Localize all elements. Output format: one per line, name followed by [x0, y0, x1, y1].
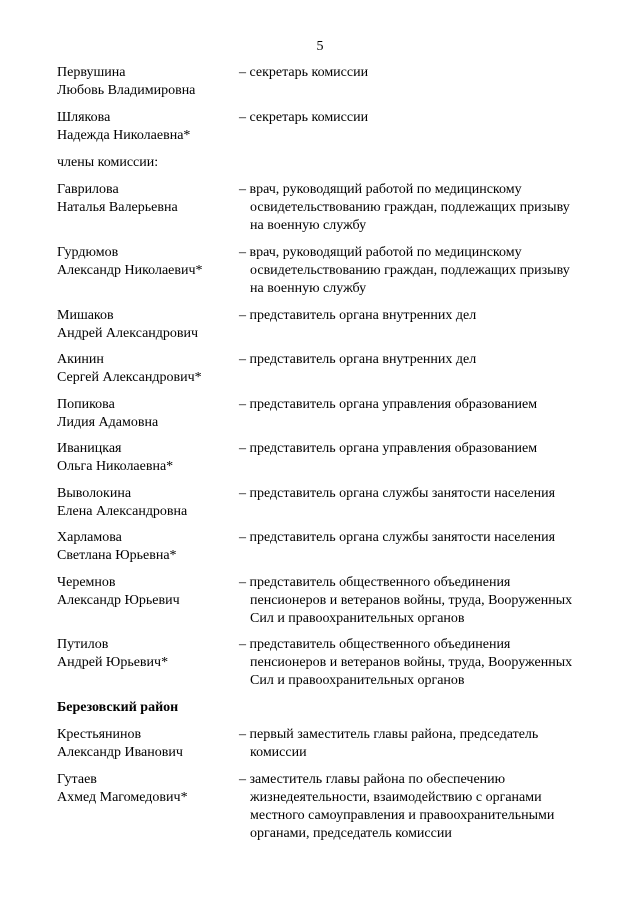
person-name — [57, 574, 237, 610]
given-names: Александр Николаевич* — [57, 263, 203, 278]
surname: Гурдюмов — [57, 245, 119, 260]
person-role — [239, 529, 599, 547]
role-line: пенсионеров и ветеранов войны, труда, Вооруженных — [250, 593, 573, 608]
person-role — [239, 181, 599, 235]
person-role — [239, 109, 599, 127]
person-role — [239, 771, 599, 843]
role-line: – представитель органа службы занятости населения — [239, 530, 556, 545]
given-names: Александр Иванович — [57, 745, 183, 760]
surname: Харламова — [57, 530, 122, 545]
surname: Иваницкая — [57, 441, 122, 456]
surname: Шлякова — [57, 110, 111, 125]
person-name — [57, 440, 237, 476]
surname: Черемнов — [57, 575, 116, 590]
person-role — [239, 726, 599, 762]
surname: Крестьянинов — [57, 727, 142, 742]
role-line: – врач, руководящий работой по медицинскому — [239, 245, 522, 260]
members-label: члены комиссии: — [57, 155, 159, 170]
given-names: Ахмед Магомедович* — [57, 790, 188, 805]
surname: Первушина — [57, 65, 126, 80]
person-name — [57, 244, 237, 280]
role-line: – представитель общественного объединения — [239, 637, 511, 652]
role-line: – секретарь комиссии — [239, 110, 369, 125]
person-role — [239, 574, 599, 628]
person-role — [239, 636, 599, 690]
role-line: местного самоуправления и правоохранительными — [250, 808, 555, 823]
person-role — [239, 485, 599, 503]
district-heading: Березовский район — [57, 700, 179, 715]
role-line: освидетельствованию граждан, подлежащих призыву — [250, 200, 570, 215]
given-names: Андрей Александрович — [57, 326, 199, 341]
role-line: пенсионеров и ветеранов войны, труда, Вооруженных — [250, 655, 573, 670]
surname: Гутаев — [57, 772, 97, 787]
surname: Попикова — [57, 397, 115, 412]
page-number: 5 — [316, 39, 324, 54]
given-names: Светлана Юрьевна* — [57, 548, 177, 563]
person-role — [239, 351, 599, 369]
surname: Гаврилова — [57, 182, 119, 197]
person-name — [57, 636, 237, 672]
given-names: Сергей Александрович* — [57, 370, 202, 385]
person-role — [239, 396, 599, 414]
given-names: Наталья Валерьевна — [57, 200, 178, 215]
given-names: Лидия Адамовна — [57, 415, 159, 430]
surname: Акинин — [57, 352, 104, 367]
role-line: Сил и правоохранительных органов — [250, 673, 465, 688]
role-line: – представитель органа внутренних дел — [239, 308, 477, 323]
person-name — [57, 181, 237, 217]
person-name — [57, 771, 237, 807]
person-role — [239, 64, 599, 82]
role-line: органами, председатель комиссии — [250, 826, 452, 841]
surname: Мишаков — [57, 308, 114, 323]
role-line: – представитель органа внутренних дел — [239, 352, 477, 367]
person-name — [57, 109, 237, 145]
role-line: жизнедеятельности, взаимодействию с органами — [250, 790, 542, 805]
role-line: – представитель общественного объединения — [239, 575, 511, 590]
person-name — [57, 351, 237, 387]
given-names: Александр Юрьевич — [57, 593, 180, 608]
surname: Выволокина — [57, 486, 132, 501]
person-name — [57, 485, 237, 521]
given-names: Надежда Николаевна* — [57, 128, 191, 143]
role-line: – представитель органа управления образованием — [239, 441, 538, 456]
role-line: комиссии — [250, 745, 307, 760]
surname: Путилов — [57, 637, 109, 652]
given-names: Елена Александровна — [57, 504, 188, 519]
role-line: Сил и правоохранительных органов — [250, 611, 465, 626]
role-line: – представитель органа службы занятости населения — [239, 486, 556, 501]
role-line: на военную службу — [250, 218, 367, 233]
person-name — [57, 396, 237, 432]
role-line: – первый заместитель главы района, председатель — [239, 727, 539, 742]
role-line: освидетельствованию граждан, подлежащих призыву — [250, 263, 570, 278]
role-line: – врач, руководящий работой по медицинскому — [239, 182, 522, 197]
person-role — [239, 440, 599, 458]
role-line: на военную службу — [250, 281, 367, 296]
person-name — [57, 64, 237, 100]
given-names: Андрей Юрьевич* — [57, 655, 169, 670]
role-line: – секретарь комиссии — [239, 65, 369, 80]
person-name — [57, 529, 237, 565]
person-name — [57, 307, 237, 343]
person-role — [239, 244, 599, 298]
given-names: Ольга Николаевна* — [57, 459, 174, 474]
role-line: – заместитель главы района по обеспечению — [239, 772, 506, 787]
person-name — [57, 726, 237, 762]
given-names: Любовь Владимировна — [57, 83, 196, 98]
person-role — [239, 307, 599, 325]
role-line: – представитель органа управления образованием — [239, 397, 538, 412]
